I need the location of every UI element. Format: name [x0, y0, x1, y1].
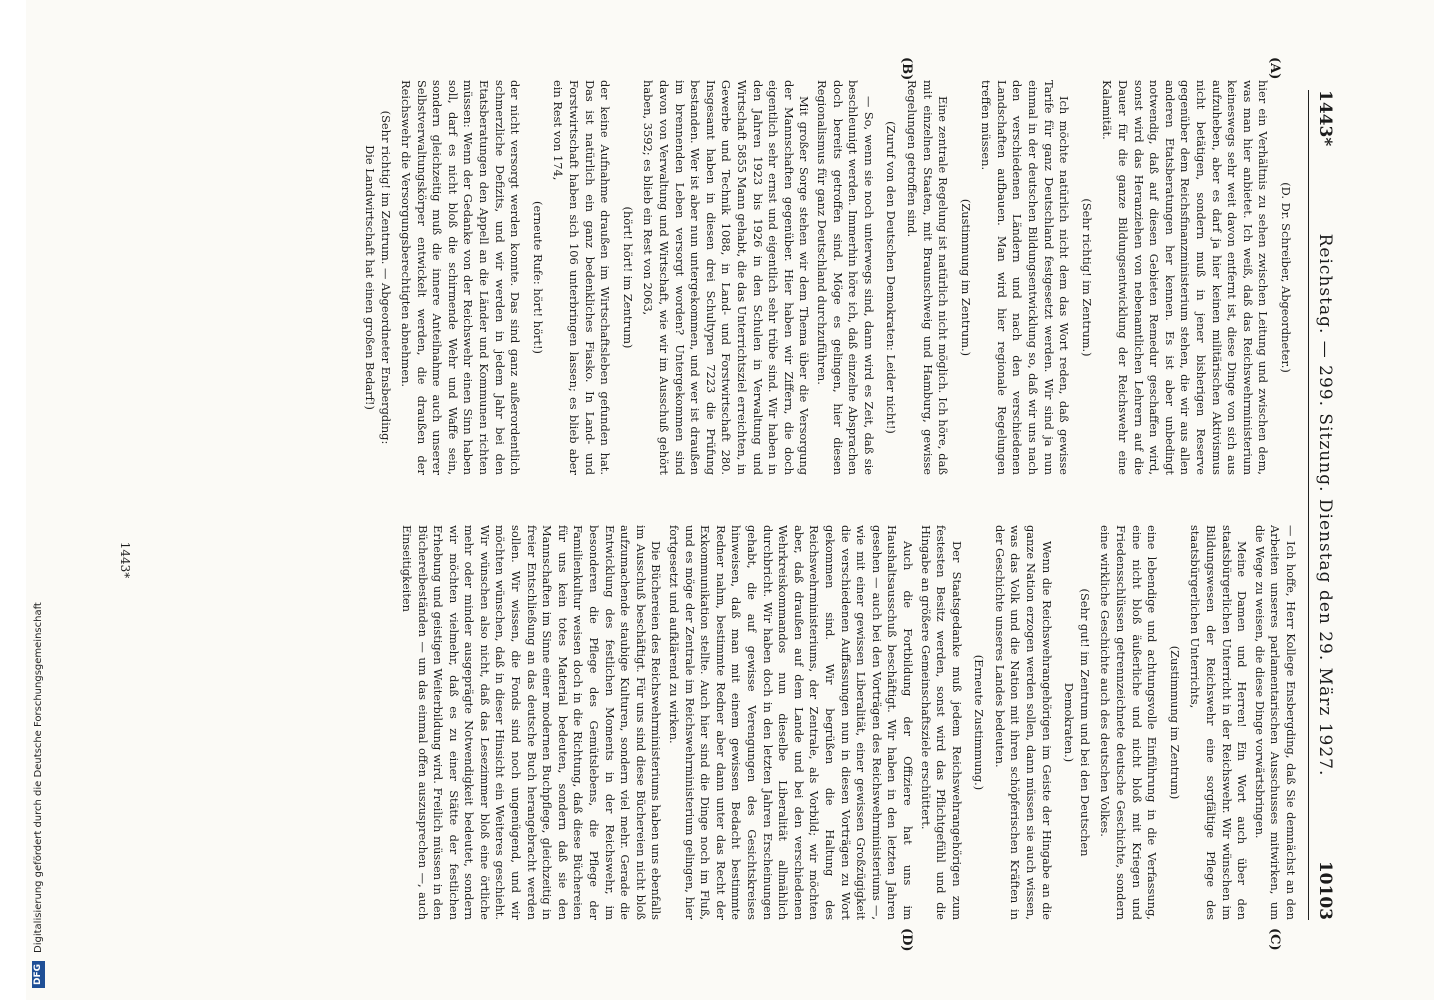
right-column: [140, 525, 1298, 920]
paragraph: Auch die Fortbildung der Offiziere hat uns im Haushaltsausschuß beschäftigt. Wir haben in den letzten Jahren gesehen — auch bei den Vorträgen des Reichswehrministeriums —, wie mit einer gewissen Liberalität, einer gewissen Großzügigkeit die verschiedenen Auffassungen nun in diesen Vorträgen zu Wort gekommen sind. Wir begrüßen die Haltung des Reichswehrministeriums, der Zentrale, als Vorbild; wir möchten aber, daß draußen auf dem Lande und bei den verschiedenen Wehrkreiskommandos nun dieselbe Liberalität allmählich durchbricht. Wir haben doch in den letzten Jahren Erscheinungen gehabt, die auf gewisse Verengungen des Gesichtskreises hinweisen, daß man mit einem gewissen Bedacht bestimmte Redner nahm, bestimmte Redner aber dann unter das Recht der Exkommunikation stellte. Auch hier sind die Dinge noch im Fluß, und es möge der Zentrale im Reichswehrministerium gelingen, hier fortgesetzt und aufklärend zu wirken.: [667, 525, 915, 920]
margin-marker-d: (D): [899, 928, 914, 952]
interjection: (Sehr richtig! im Zentrum. — Abgeordneter Ensbergding: Die Landwirtschaft hat einen großen Bedarf!): [362, 110, 393, 445]
dfg-logo-icon: DFG: [32, 961, 45, 988]
paragraph: Mit großer Sorge stehen wir dem Thema über die Versorgung der Mannschaften gegenüber. Hier haben wir Ziffern, die doch eigentlich sehr ernst und eigentlich sehr trübe sind. Wir haben in den Jahren 1923 bis 1926 in den Schulen in Verwaltung und Wirtschaft 5855 Mann gehabt, die das Unterrichtsziel erreichten, in Gewerbe und Technik 1088, in Land- und Forstwirtschaft 280. Insgesamt haben in diesen drei Schultypen 7223 die Prüfung bestanden. Wer ist aber nun untergekommen, und wer ist draußen im brennenden Leben versorgt worden? Untergekommen sind davon von Verwaltung und Wirtschaft, wie wir im Ausschuß gehört haben, 3592; es blieb ein Rest von 2063,: [641, 80, 812, 475]
paragraph: der nicht versorgt werden konnte. Das sind ganz außerordentlich schmerzliche Defizits, und wir werden in jedem Jahr bei den Etatsberatungen den Appell an die Länder und Kommunen richten müssen: Wenn der Gedanke von der Reichswehr einen Sinn haben soll, darf es nicht bloß die schirmende Wehr und Waffe sein, sondern gleichzeitig muß die innere Anteilnahme auch unserer Selbstverwaltungskörper entwickelt werden, die draußen der Reichswehr die Versorgungsberechtigten abnehmen.: [399, 80, 523, 475]
interjection: (Erneute Zustimmung.): [972, 654, 987, 791]
paragraph: — Ich hoffe, Herr Kollege Ensbergding, daß Sie demnächst an den Arbeiten unseres parlamentarischen Ausschusses mitwirken, um die Wege zu weisen, die diese Dinge vorwärtsbringen.: [1252, 525, 1298, 920]
interjection: (hört! hört! im Zentrum): [620, 206, 635, 349]
paragraph: Meine Damen und Herren! Ein Wort auch über den staatsbürgerlichen Unterricht in der Reichswehr. Wir wünschen im Bildungswesen der Reichswehr eine sorgfältige Pflege des staatsbürgerlichen Unterrichts,: [1188, 525, 1250, 920]
footer-bar: [0, 0, 44, 1000]
paragraph: Die Büchereien des Reichswehrministeriums haben uns ebenfalls im Ausschuß beschäftigt. Für uns sind diese Büchereien nicht bloß aufzumachende staubige Kulturen, sondern viel mehr. Gerade die Entwicklung des festlichen Moments in der Reichswehr, im besonderen die Pflege des Gemütslebens, die Pflege der Familienkultur weisen doch in die Richtung, daß diese Büchereien für uns kein totes Material bedeuten, sondern daß sie den Mannschaften im Sinne einer modernen Buchpflege, gleichzeitig in freier Entschließung an das deutsche Buch herangebracht werden sollen. Wir wissen, die Fonds sind noch ungenügend, und wir möchten wünschen, daß in dieser Hinsicht ein Weiteres geschieht. Wir wünschen also nicht, daß das Lesezimmer bloß eine örtliche mehr oder minder ausgeprägte Notwendigkeit bedeutet, sondern wir möchten vielmehr, daß es zu einer Stätte der festlichen Erhebung und geistigen Weiterbildung wird. Freilich müssen in den Büchereibeständen — um das einmal offen auszusprechen —, auch Einseitigkeiten: [399, 525, 664, 920]
interjection: (Zustimmung im Zentrum): [1167, 645, 1182, 800]
speaker-line: (D. Dr. Schreiber, Abgeordneter.): [1279, 182, 1293, 373]
bottom-page-number: 1443*: [118, 541, 132, 579]
page-header: [1308, 90, 1339, 920]
paragraph: Der Staatsgedanke muß jedem Reichswehrangehörigen zum festesten Besitz werden, sonst wird das Pflichtgefühl und die Hingabe an größere Gemeinschaftsziele erschüttert.: [918, 525, 964, 920]
paragraph: der keine Aufnahme draußen im Wirtschaftsleben gefunden hat. Das ist natürlich ein ganz bedenkliches Fiasko. In Land- und Forstwirtschaft haben sich 106 unterbringen lassen; es blieb aber ein Rest von 174,: [551, 80, 613, 475]
paragraph: Ich möchte natürlich nicht dem das Wort reden, daß gewisse Tarife für ganz Deutschland festgesetzt werden. Wir sind ja nun einmal in der deutschen Bildungsentwicklung so, daß wir uns nach den verschiedenen Ländern und nach den verschiedenen Landschaften aufbauen. Man wird hier regionale Regelungen treffen müssen.: [979, 80, 1072, 475]
paragraph: — So, wenn sie noch unterwegs sind, dann wird es Zeit, daß sie beschleunigt werden. Immerhin höre ich, daß einzelne Absprachen doch bereits getroffen sind. Möge es gelingen, hier diesen Regionalismus für ganz Deutschland durchzuführen.: [814, 80, 876, 475]
margin-marker-a: (A): [1267, 57, 1282, 80]
paragraph: Eine zentrale Regelung ist natürlich nicht möglich. Ich höre, daß mit einzelnen Staaten, mit Braunschweig und Hamburg, gewisse Regelungen getroffen sind.: [904, 80, 951, 475]
paragraph: eine lebendige und achtungsvolle Einführung in die Verfassung, eine nicht bloß äußerliche und nicht bloß mit Kriegen und Friedensschlüssen getrennzeichnete deutsche Geschichte, sondern eine wirkliche Geschichte auch des deutschen Volkes.: [1098, 525, 1160, 920]
paragraph: hier ein Verhältnis zu sehen zwischen Leitung und zwischen dem, was man hier anbietet. Ich weiß, daß das Reichswehrministerium keineswegs sehr weit davon entfernt ist, diese Dinge von sich aus aufzuheben, aber es darf ja hier keinen militärischen Aktivismus nicht betätigen, sondern muß in jener bisherigen Reserve gegenüber dem Reichsfinanzministerium stehen, die wir aus allen anderen Etatsberatungen her kennen. Es ist aber unbedingt notwendig, daß auf diesen Gebieten Remedur geschaffen wird, sonst wird das Heranziehen von nebenamtlichen Lehrern auf die Dauer für die ganze Bildungsentwicklung der Reichswehr eine Kalamität.: [1100, 80, 1271, 475]
interjection: (Sehr gut! im Zentrum und bei den Deutschen Demokraten.): [1062, 588, 1092, 857]
interjection: (Zuruf von den Deutschen Demokraten: Leider nicht!): [884, 121, 899, 434]
paragraph: Wenn die Reichswehrangehörigen im Geiste der Hingabe an die ganze Nation erzogen werden sollen, dann müssen sie auch wissen, was das Volk und die Nation mit ihren schöpferischen Kräften in der Geschichte unseres Landes bedeuten.: [992, 525, 1054, 920]
margin-marker-c: (C): [1267, 928, 1282, 951]
margin-marker-b: (B): [899, 57, 914, 81]
interjection: (Sehr richtig! im Zentrum.): [1079, 198, 1094, 357]
interjection: (Zustimmung im Zentrum.): [958, 198, 973, 357]
header-title: Reichstag. — 299. Sitzung. Dienstag den 29. März 1927.: [1315, 233, 1335, 777]
header-page-number: 10103: [1315, 860, 1335, 920]
left-column: [140, 80, 1298, 475]
footer-credit-text: Digitalisierung gefördert durch die Deutsche Forschungsgemeinschaft: [33, 602, 44, 953]
header-left: 1443*: [1315, 90, 1335, 147]
interjection: (erneute Rufe: hört! hört!): [530, 201, 545, 354]
footer-credit: [26, 0, 52, 1000]
